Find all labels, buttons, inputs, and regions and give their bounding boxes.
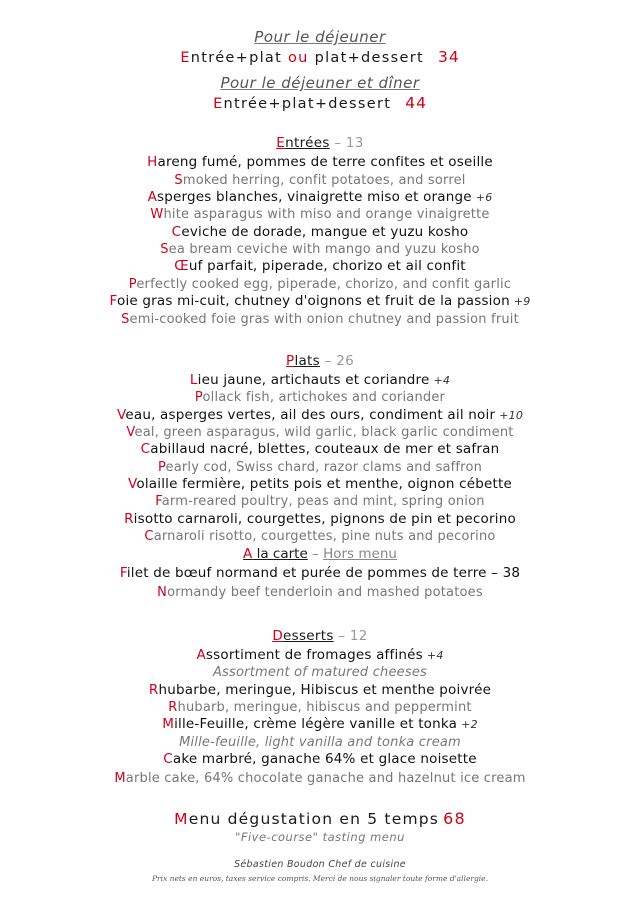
dish-fr: Rhubarbe, meringue, Hibiscus et menthe poivrée xyxy=(148,682,492,698)
dish-fr: Volaille fermière, petits pois et menthe, oignon cébette xyxy=(127,476,513,492)
section-title-plats: Plats – 26 xyxy=(285,353,355,369)
dish-en: Mille-feuille, light vanilla and tonka cream xyxy=(179,735,461,750)
dinner-price: 44 xyxy=(405,94,427,112)
fine-print: Prix nets en euros, taxes service compris. Merci de nous signaler toute forme d'allergie. xyxy=(151,874,488,883)
dish-fr: Risotto carnaroli, courgettes, pignons de pin et pecorino xyxy=(124,511,516,527)
dinner-formula: Entrée+plat+dessert 44 xyxy=(213,94,427,112)
tasting-menu-en: "Five-course" tasting menu xyxy=(235,830,405,844)
dish-fr: Asperges blanches, vinaigrette miso et orange +6 xyxy=(147,189,493,205)
dish-en: Assortment of matured cheeses xyxy=(212,665,428,680)
dish-en: Rhubarb, meringue, hibiscus and peppermint xyxy=(168,700,472,715)
dish-fr-special: Filet de bœuf normand et purée de pommes de terre – 38 xyxy=(119,565,521,581)
dish-en: Semi-cooked foie gras with onion chutney and passion fruit xyxy=(121,312,519,327)
tasting-menu: Menu dégustation en 5 temps 68 xyxy=(174,809,466,828)
dish-fr: Foie gras mi-cuit, chutney d'oignons et fruit de la passion +9 xyxy=(109,293,531,309)
lunch-formula-label: Pour le déjeuner xyxy=(254,28,386,46)
dish-fr: Cabillaud nacré, blettes, couteaux de mer et safran xyxy=(140,441,500,457)
dish-fr: Lieu jaune, artichauts et coriandre +4 xyxy=(189,372,451,388)
dish-en: Veal, green asparagus, wild garlic, black garlic condiment xyxy=(126,425,514,440)
dish-fr: Œuf parfait, piperade, chorizo et ail confit xyxy=(174,258,466,274)
section-title-entrees: Entrées – 13 xyxy=(276,135,364,151)
dish-fr: Veau, asperges vertes, ail des ours, condiment ail noir +10 xyxy=(116,407,524,423)
section-title-desserts: Desserts – 12 xyxy=(272,628,368,644)
dinner-formula-label: Pour le déjeuner et dîner xyxy=(220,74,420,92)
dish-fr: Cake marbré, ganache 64% et glace noisette xyxy=(163,751,477,767)
dish-en-special: Normandy beef tenderloin and mashed potatoes xyxy=(157,585,483,600)
tasting-price: 68 xyxy=(443,809,466,828)
dish-en: Marble cake, 64% chocolate ganache and hazelnut ice cream xyxy=(114,771,526,786)
dish-fr: Assortiment de fromages affinés +4 xyxy=(196,647,444,663)
lunch-price: 34 xyxy=(437,48,460,66)
lunch-formula: Entrée+plat ou plat+dessert 34 xyxy=(180,48,460,66)
dish-en: Perfectly cooked egg, piperade, chorizo, and confit garlic xyxy=(128,277,512,292)
dish-fr: Ceviche de dorade, mangue et yuzu kosho xyxy=(171,224,469,240)
a-la-carte-heading: A la carte – Hors menu xyxy=(243,546,397,562)
dish-en: Sea bream ceviche with mango and yuzu kosho xyxy=(160,242,480,257)
dish-en: Pollack fish, artichokes and coriander xyxy=(194,390,446,405)
dish-fr: Mille-Feuille, crème légère vanille et tonka +2 xyxy=(162,716,478,732)
dish-en: Smoked herring, confit potatoes, and sorrel xyxy=(174,173,466,188)
dish-en: Pearly cod, Swiss chard, razor clams and saffron xyxy=(157,460,483,475)
dish-fr: Hareng fumé, pommes de terre confites et oseille xyxy=(147,154,493,170)
dish-en: Carnaroli risotto, courgettes, pine nuts and pecorino xyxy=(144,529,496,544)
dish-en: White asparagus with miso and orange vinaigrette xyxy=(150,207,490,222)
chef-signature: Sébastien Boudon Chef de cuisine xyxy=(234,859,406,870)
dish-en: Farm-reared poultry, peas and mint, spring onion xyxy=(155,494,485,509)
